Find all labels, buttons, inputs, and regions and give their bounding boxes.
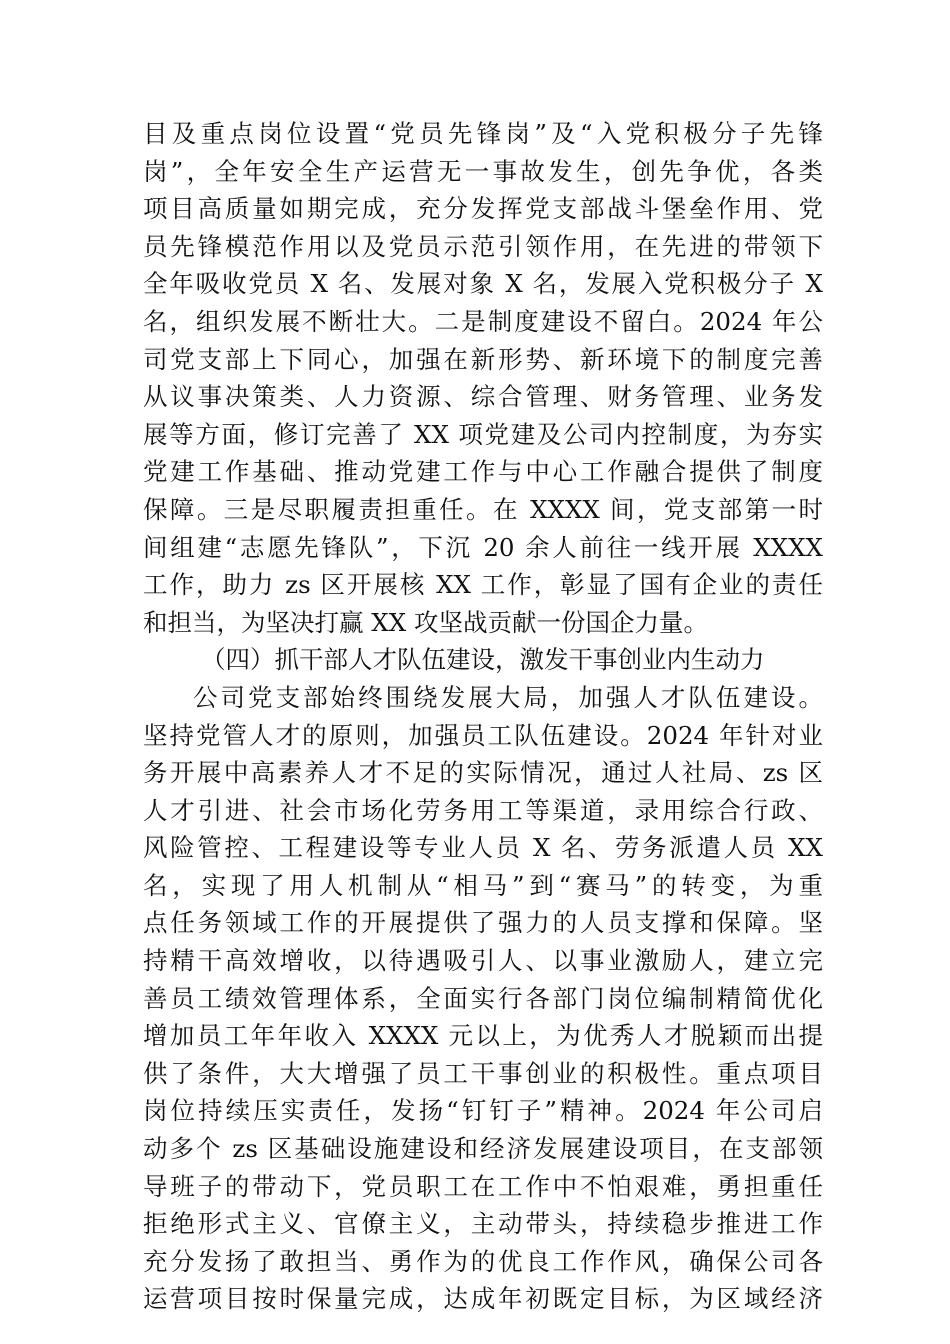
- text-line: 项目高质量如期完成，充分发挥党支部战斗堡垒作用、党: [143, 194, 823, 224]
- text-line: 坚持党管人才的原则，加强员工队伍建设。2024 年针对业: [143, 720, 823, 750]
- text-line: 目及重点岗位设置“党员先锋岗”及“入党积极分子先锋: [143, 119, 823, 148]
- text-line: 充分发扬了敢担当、勇作为的优良工作作风，确保公司各: [143, 1246, 823, 1276]
- text-line: 从议事决策类、人力资源、综合管理、财务管理、业务发: [143, 382, 823, 412]
- text-line: 员先锋模范作用以及党员示范引领作用，在先进的带领下: [143, 231, 823, 261]
- text-line: 持精干高效增收，以待遇吸引人、以事业激励人，建立完: [143, 946, 823, 976]
- text-line: 导班子的带动下，党员职工在工作中不怕艰难，勇担重任: [143, 1171, 823, 1201]
- text-line: 岗”，全年安全生产运营无一事故发生，创先争优，各类: [143, 156, 823, 186]
- text-line: 供了条件，大大增强了员工干事创业的积极性。重点项目: [143, 1058, 823, 1088]
- text-line: 动多个 zs 区基础设施建设和经济发展建设项目，在支部领: [143, 1134, 823, 1164]
- paragraph-party-building: [143, 115, 823, 641]
- text-line: 公司党支部始终围绕发展大局，加强人才队伍建设。: [193, 682, 823, 712]
- paragraph-talent-team: [143, 679, 823, 1318]
- document-body: [143, 115, 823, 1318]
- text-line: 工作，助力 zs 区开展核 XX 工作，彰显了国有企业的责任: [143, 570, 823, 600]
- text-line: 人才引进、社会市场化劳务用工等渠道，录用综合行政、: [143, 795, 823, 825]
- text-line: 展等方面，修订完善了 XX 项党建及公司内控制度，为夯实: [143, 419, 823, 449]
- text-line: 岗位持续压实责任，发扬“钉钉子”精神。2024 年公司启: [143, 1096, 823, 1126]
- text-line: 务开展中高素养人才不足的实际情况，通过人社局、zs 区: [143, 758, 823, 788]
- text-line: 司党支部上下同心，加强在新形势、新环境下的制度完善: [143, 344, 823, 374]
- text-line: 保障。三是尽职履责担重任。在 XXXX 间，党支部第一时: [143, 494, 823, 524]
- text-line: 善员工绩效管理体系，全面实行各部门岗位编制精简优化: [143, 983, 823, 1013]
- section-heading: （四）抓干部人才队伍建设，激发干事创业内生动力: [201, 645, 765, 675]
- text-line: 间组建“志愿先锋队”，下沉 20 余人前往一线开展 XXXX: [143, 532, 823, 562]
- text-line: 风险管控、工程建设等专业人员 X 名、劳务派遣人员 XX: [143, 833, 823, 863]
- text-line: 和担当，为坚决打赢 XX 攻坚战贡献一份国企力量。: [143, 607, 708, 637]
- text-line: 名，组织发展不断壮大。二是制度建设不留白。2024 年公: [143, 306, 823, 336]
- text-line: 全年吸收党员 X 名、发展对象 X 名，发展入党积极分子 X: [143, 269, 823, 299]
- text-line: 名，实现了用人机制从“相马”到“赛马”的转变，为重: [143, 870, 823, 900]
- text-line: 运营项目按时保量完成，达成年初既定目标，为区域经济: [143, 1284, 823, 1314]
- text-line: 党建工作基础、推动党建工作与中心工作融合提供了制度: [143, 457, 823, 487]
- text-line: 增加员工年年收入 XXXX 元以上，为优秀人才脱颖而出提: [143, 1021, 823, 1051]
- text-line: 点任务领域工作的开展提供了强力的人员支撑和保障。坚: [143, 908, 823, 938]
- text-line: 拒绝形式主义、官僚主义，主动带头，持续稳步推进工作: [143, 1209, 823, 1239]
